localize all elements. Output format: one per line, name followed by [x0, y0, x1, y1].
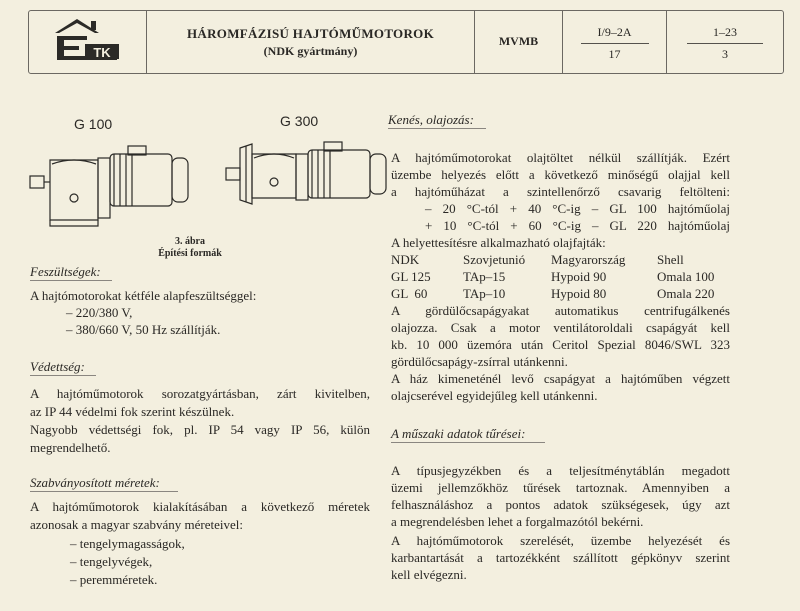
oil-table-cell: TAp–15	[463, 269, 506, 284]
heading-underline	[30, 280, 112, 281]
kenes-line: A ház kimeneténél levő csapágyat a hajtóműben végzett	[391, 371, 730, 386]
kenes-line: kb. 10 000 üzemóra után Ceritol Spezial 8046/SWL 323	[391, 337, 730, 352]
section-heading-turesek: A műszaki adatok tűrései:	[391, 426, 526, 441]
heading-underline	[388, 128, 486, 129]
figure-caption	[140, 236, 240, 260]
page-fraction-line	[687, 43, 763, 44]
oil-table-cell: Omala 220	[657, 286, 715, 301]
feszultsegek-item: – 380/660 V, 50 Hz szállítják.	[66, 322, 221, 337]
page-bottom: 3	[722, 47, 728, 61]
code-label: MVMB	[498, 34, 539, 48]
kenes-line: A gördülőcsapágyakat automatikus centrifugálkenés	[391, 303, 730, 318]
page-cell	[667, 11, 783, 73]
heading-underline	[30, 375, 96, 376]
figure-caption-title: Építési formák	[158, 248, 222, 259]
szabvany-item: – peremméretek.	[70, 572, 158, 587]
turesek-line: a megrendelésben lehet a forgalmazótól bekérni.	[391, 514, 644, 529]
ref-top: I/9–2A	[597, 25, 632, 39]
kenes-line: A hajtóműmotorokat olajtöltet nélkül szállítják. Ezért	[391, 150, 730, 165]
code-cell	[475, 11, 563, 73]
turesek-line: üzemi jellemzőkhöz tűrések tartoznak. Amennyiben a	[391, 480, 730, 495]
oil-table-header: NDK	[391, 252, 420, 267]
kenes-line: – 20 °C-tól + 40 °C-ig – GL 100 hajtóműolaj	[425, 201, 730, 216]
kenes-line: A helyettesítésre alkalmazható olajfajták:	[391, 235, 606, 250]
szabvany-line: A hajtóműmotorok kialakításában a következő méretek	[30, 499, 370, 514]
etk-logo-icon	[29, 11, 147, 73]
section-heading-szabvany: Szabványosított méretek:	[30, 475, 160, 490]
oil-table-cell: Hypoid 90	[551, 269, 607, 284]
figure-label-g300: G 300	[280, 113, 319, 129]
oil-table-cell: Hypoid 80	[551, 286, 607, 301]
svg-text:TK: TK	[93, 45, 111, 60]
ref-fraction-line	[581, 43, 649, 44]
section-heading-vedettseg: Védettség:	[30, 359, 85, 374]
kenes-line: + 10 °C-tól + 60 °C-ig – GL 220 hajtóműolaj	[425, 218, 730, 233]
oil-table-cell: GL 60	[391, 286, 428, 301]
kenes-line: olajcserével egyidejűleg kell utánkenni.	[391, 388, 598, 403]
oil-table-header: Magyarország	[551, 252, 626, 267]
turesek-line: A hajtóműmotorok szerelését, üzembe helyezését és	[391, 533, 730, 548]
document-subtitle: (NDK gyártmány)	[263, 44, 358, 58]
kenes-line: üzembe helyezés előtt a következő minőségű olajjal kell	[391, 167, 730, 182]
vedettseg-line: A hajtóműmotorok sorozatgyártásban, zárt kivitelben,	[30, 386, 370, 401]
oil-table-header: Szovjetunió	[463, 252, 526, 267]
vedettseg-line: az IP 44 védelmi fok szerint készülnek.	[30, 404, 235, 419]
motor-g100-drawing	[28, 138, 198, 238]
szabvany-item: – tengelyvégek,	[70, 554, 153, 569]
logo-cell	[29, 11, 147, 73]
kenes-line: a hajtóműházat a szintellenőrző csavarig feltölteni:	[391, 184, 730, 199]
oil-table-cell: GL 125	[391, 269, 431, 284]
page-top: 1–23	[713, 25, 737, 39]
header-box	[28, 10, 784, 74]
kenes-line: olajozza. Csak a motor ventilátoroldali csapágyát kell	[391, 320, 730, 335]
szabvany-item: – tengelymagasságok,	[70, 536, 185, 551]
turesek-line: A típusjegyzékben és a teljesítménytáblán megadott	[391, 463, 730, 478]
oil-table-cell: TAp–10	[463, 286, 506, 301]
document-title: HÁROMFÁZISÚ HAJTÓMŰMOTOROK	[187, 26, 434, 41]
oil-table-header: Shell	[657, 252, 684, 267]
figure-caption-number: 3. ábra	[175, 236, 205, 247]
figure-label-g100: G 100	[74, 116, 113, 132]
heading-underline	[391, 442, 545, 443]
section-heading-feszultsegek: Feszültségek:	[30, 264, 101, 279]
oil-table	[391, 251, 731, 303]
section-heading-kenes: Kenés, olajozás:	[388, 112, 474, 127]
oil-table-cell: Omala 100	[657, 269, 715, 284]
turesek-line: karbantartását a tartozékként szállított gépkönyv szerint	[391, 550, 730, 565]
feszultsegek-item: – 220/380 V,	[66, 305, 133, 320]
szabvany-line: azonosak a magyar szabvány méreteivel:	[30, 517, 243, 532]
turesek-line: kell elvégezni.	[391, 567, 467, 582]
turesek-line: felhasználáshoz a pontos adatok szükségesek, úgy azt	[391, 497, 730, 512]
heading-underline	[30, 491, 178, 492]
ref-bottom: 17	[608, 47, 621, 61]
motor-g300-drawing	[224, 138, 394, 238]
title-cell	[147, 11, 475, 73]
vedettseg-line: megrendelhető.	[30, 440, 111, 455]
kenes-line: gördülőcsapágy-zsírral utánkenni.	[391, 354, 568, 369]
feszultsegek-intro: A hajtómotorokat kétféle alapfeszültséggel:	[30, 288, 257, 303]
vedettseg-line: Nagyobb védettségi fok, pl. IP 54 vagy IP 56, külön	[30, 422, 370, 437]
ref-cell	[563, 11, 667, 73]
